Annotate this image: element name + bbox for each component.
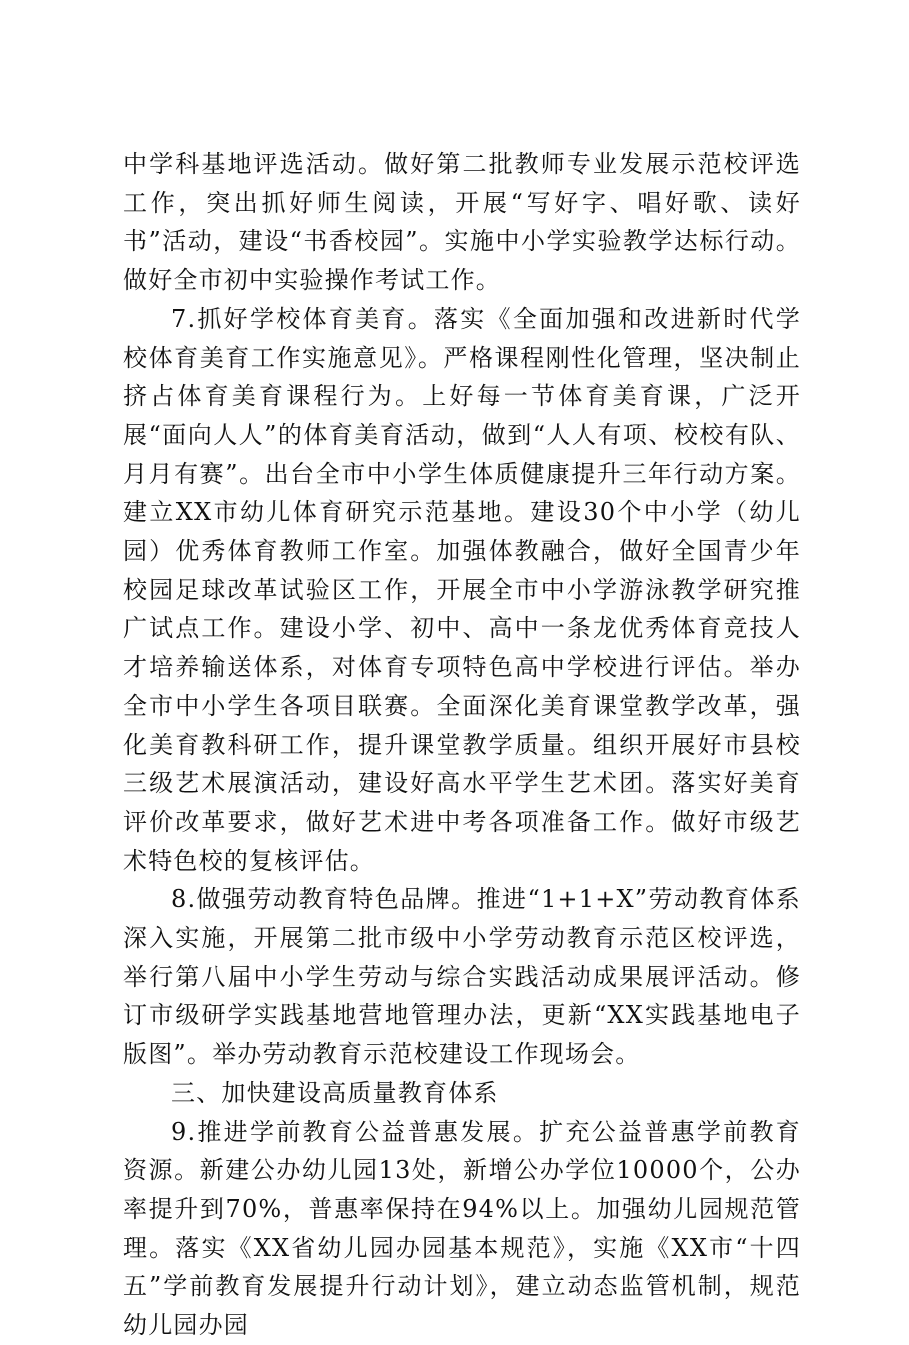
paragraph-9-preschool: 9.推进学前教育公益普惠发展。扩充公益普惠学前教育资源。新建公办幼儿园13处，新增公办学位10000个，公办率提升到70%，普惠率保持在94%以上。加强幼儿园规范管理。落实《XX省幼儿园办园基本规范》，实施《XX市“十四五”学前教育发展提升行动计划》，建立动态监管机制，规范幼儿园办园	[123, 1117, 801, 1340]
paragraph-8-labor-education: 8.做强劳动教育特色品牌。推进“1+1+X”劳动教育体系深入实施，开展第二批市级中小学劳动教育示范区校评选，举行第八届中小学生劳动与综合实践活动成果展评活动。修订市级研学实践基地营地管理办法，更新“XX实践基地电子版图”。举办劳动教育示范校建设工作现场会。	[123, 885, 801, 1069]
paragraph-continuation: 中学科基地评选活动。做好第二批教师专业发展示范校评选工作，突出抓好师生阅读，开展“写好字、唱好歌、读好书”活动，建设“书香校园”。实施中小学实验教学达标行动。做好全市初中实验操作考试工作。	[123, 150, 801, 295]
section-heading-3: 三、加快建设高质量教育体系	[171, 1078, 499, 1107]
document-page	[123, 145, 801, 1345]
paragraph-7-sports-arts: 7.抓好学校体育美育。落实《全面加强和改进新时代学校体育美育工作实施意见》。严格课程刚性化管理，坚决制止挤占体育美育课程行为。上好每一节体育美育课，广泛开展“面向人人”的体育美育活动，做到“人人有项、校校有队、月月有赛”。出台全市中小学生体质健康提升三年行动方案。建立XX市幼儿体育研究示范基地。建设30个中小学（幼儿园）优秀体育教师工作室。加强体教融合，做好全国青少年校园足球改革试验区工作，开展全市中小学游泳教学研究推广试点工作。建设小学、初中、高中一条龙优秀体育竞技人才培养输送体系，对体育专项特色高中学校进行评估。举办全市中小学生各项目联赛。全面深化美育课堂教学改革，强化美育教科研工作，提升课堂教学质量。组织开展好市县校三级艺术展演活动，建设好高水平学生艺术团。落实好美育评价改革要求，做好艺术进中考各项准备工作。做好市级艺术特色校的复核评估。	[123, 304, 801, 875]
